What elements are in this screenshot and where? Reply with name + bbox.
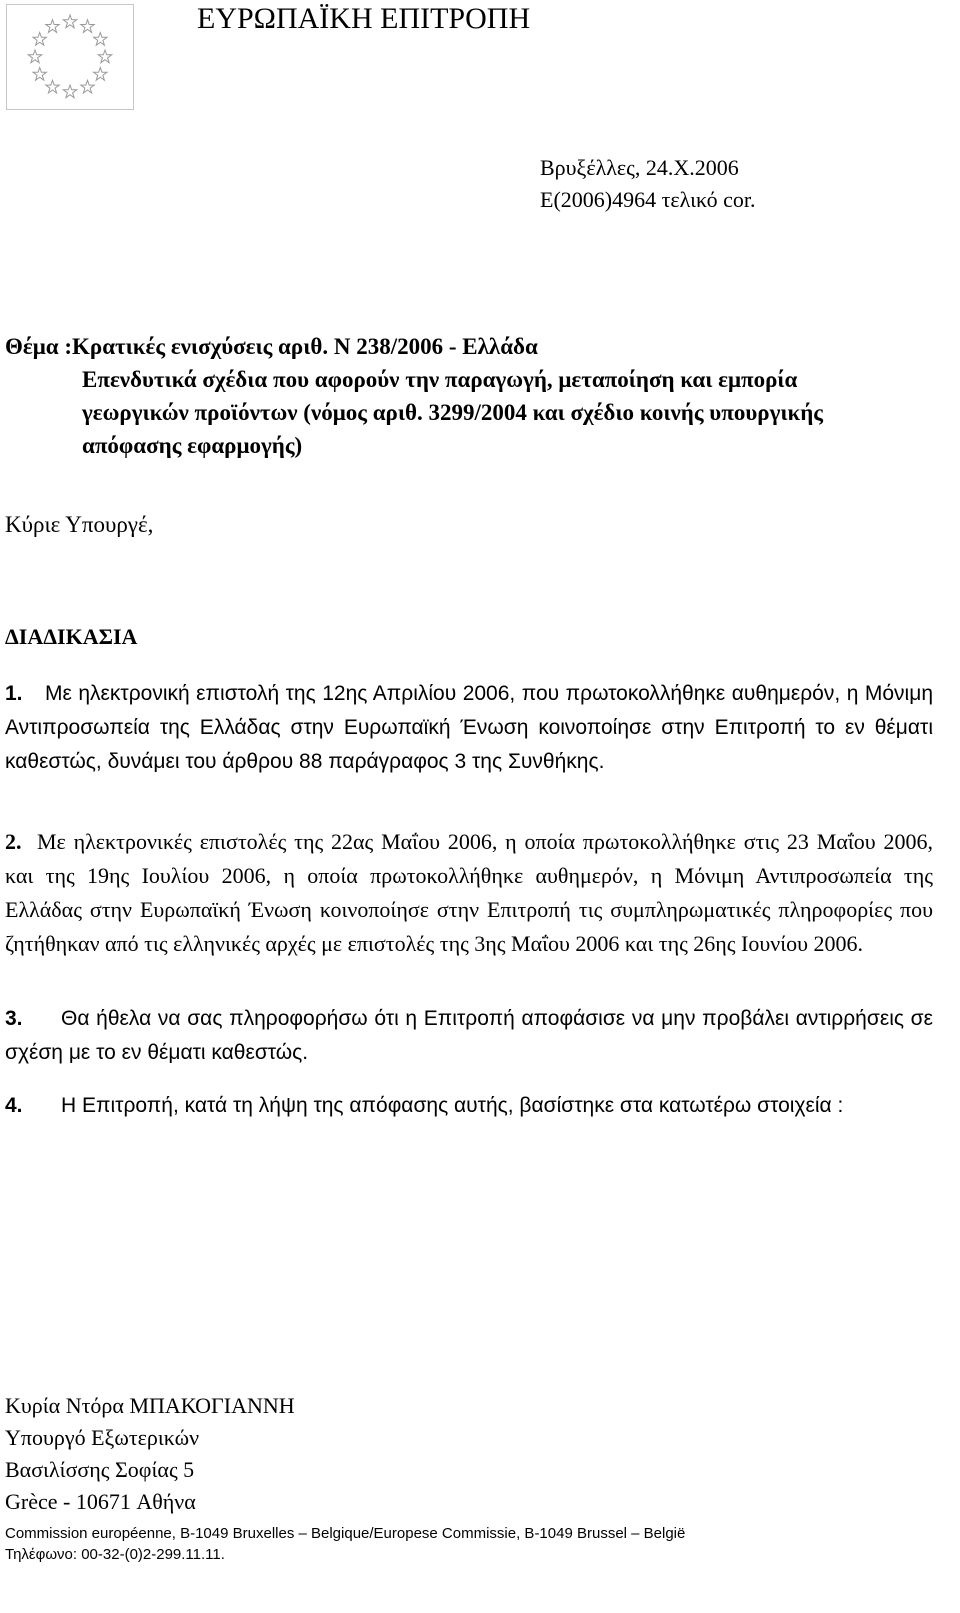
paragraph-text: Θα ήθελα να σας πληροφορήσω ότι η Επιτροπή αποφάσισε να μην προβάλει αντιρρήσεις σε σχέση με το εν θέματι καθεστώς. (5, 1007, 933, 1064)
paragraph-4 (5, 1089, 933, 1123)
eu-logo (6, 4, 134, 110)
footer-phone: Τηλέφωνο: 00-32-(0)2-299.11.11. (5, 1546, 225, 1563)
addressee-city: Grèce - 10671 Αθήνα (5, 1489, 196, 1514)
subject-label: Θέμα : (5, 334, 73, 359)
paragraph-text: Με ηλεκτρονική επιστολή της 12ης Απριλίου 2006, που πρωτοκολλήθηκε αυθημερόν, η Μόνιμη Αντιπροσωπεία της Ελλάδας στην Ευρωπαϊκή Ένωση κοινοποίησε στην Επιτροπή το εν θέματι καθεστώς, δυνάμει του άρθρου 88 παράγραφος 3 της Συνθήκης. (5, 682, 933, 773)
paragraph-number: 3. (5, 1007, 23, 1030)
paragraph-number: 1. (5, 682, 23, 705)
paragraph-2 (5, 825, 933, 961)
addressee-name: Κυρία Ντόρα ΜΠΑΚΟΓΙΑΝΝΗ (5, 1393, 295, 1418)
footer-address: Commission européenne, B-1049 Bruxelles – Belgique/Europese Commissie, B-1049 Brussel – België (5, 1525, 686, 1542)
addressee-title: Υπουργό Εξωτερικών (5, 1425, 200, 1450)
subject-block (5, 330, 823, 462)
eu-stars-icon (7, 5, 133, 109)
subject-line-4: απόφασης εφαρμογής) (82, 433, 303, 458)
subject-line-3: γεωργικών προϊόντων (νόμος αριθ. 3299/2004 και σχέδιο κοινής υπουργικής (82, 400, 823, 425)
subject-line-2: Επενδυτικά σχέδια που αφορούν την παραγωγή, μεταποίηση και εμπορία (82, 367, 798, 392)
paragraph-3 (5, 1002, 933, 1070)
place-date: Βρυξέλλες, 24.X.2006 (540, 155, 739, 180)
section-heading: ΔΙΑΔΙΚΑΣΙΑ (5, 624, 138, 649)
addressee-street: Βασιλίσσης Σοφίας 5 (5, 1457, 195, 1482)
organization-title: ΕΥΡΩΠΑΪΚΗ ΕΠΙΤΡΟΠΗ (197, 2, 531, 35)
paragraph-number: 2. (5, 829, 22, 854)
subject-line-1: Κρατικές ενισχύσεις αριθ. Ν 238/2006 - Ελλάδα (72, 334, 538, 359)
paragraph-text: Με ηλεκτρονικές επιστολές της 22ας Μαΐου 2006, η οποία πρωτοκολλήθηκε στις 23 Μαΐου 2006, και της 19ης Ιουλίου 2006, η οποία πρωτοκολλήθηκε αυθημερόν, η Μόνιμη Αντιπροσωπεία της Ελλάδας στην Ευρωπαϊκή Ένωση κοινοποίησε στην Επιτροπή τις συμπληρωματικές πληροφορίες που ζητήθηκαν από τις ελληνικές αρχές με επιστολές της 3ης Μαΐου 2006 και της 26ης Ιουνίου 2006. (5, 829, 933, 956)
paragraph-1 (5, 677, 933, 779)
salutation: Κύριε Υπουργέ, (5, 512, 154, 537)
paragraph-number: 4. (5, 1094, 23, 1117)
reference-number: E(2006)4964 τελικό cor. (540, 187, 756, 212)
paragraph-text: Η Επιτροπή, κατά τη λήψη της απόφασης αυτής, βασίστηκε στα κατωτέρω στοιχεία : (61, 1094, 844, 1117)
